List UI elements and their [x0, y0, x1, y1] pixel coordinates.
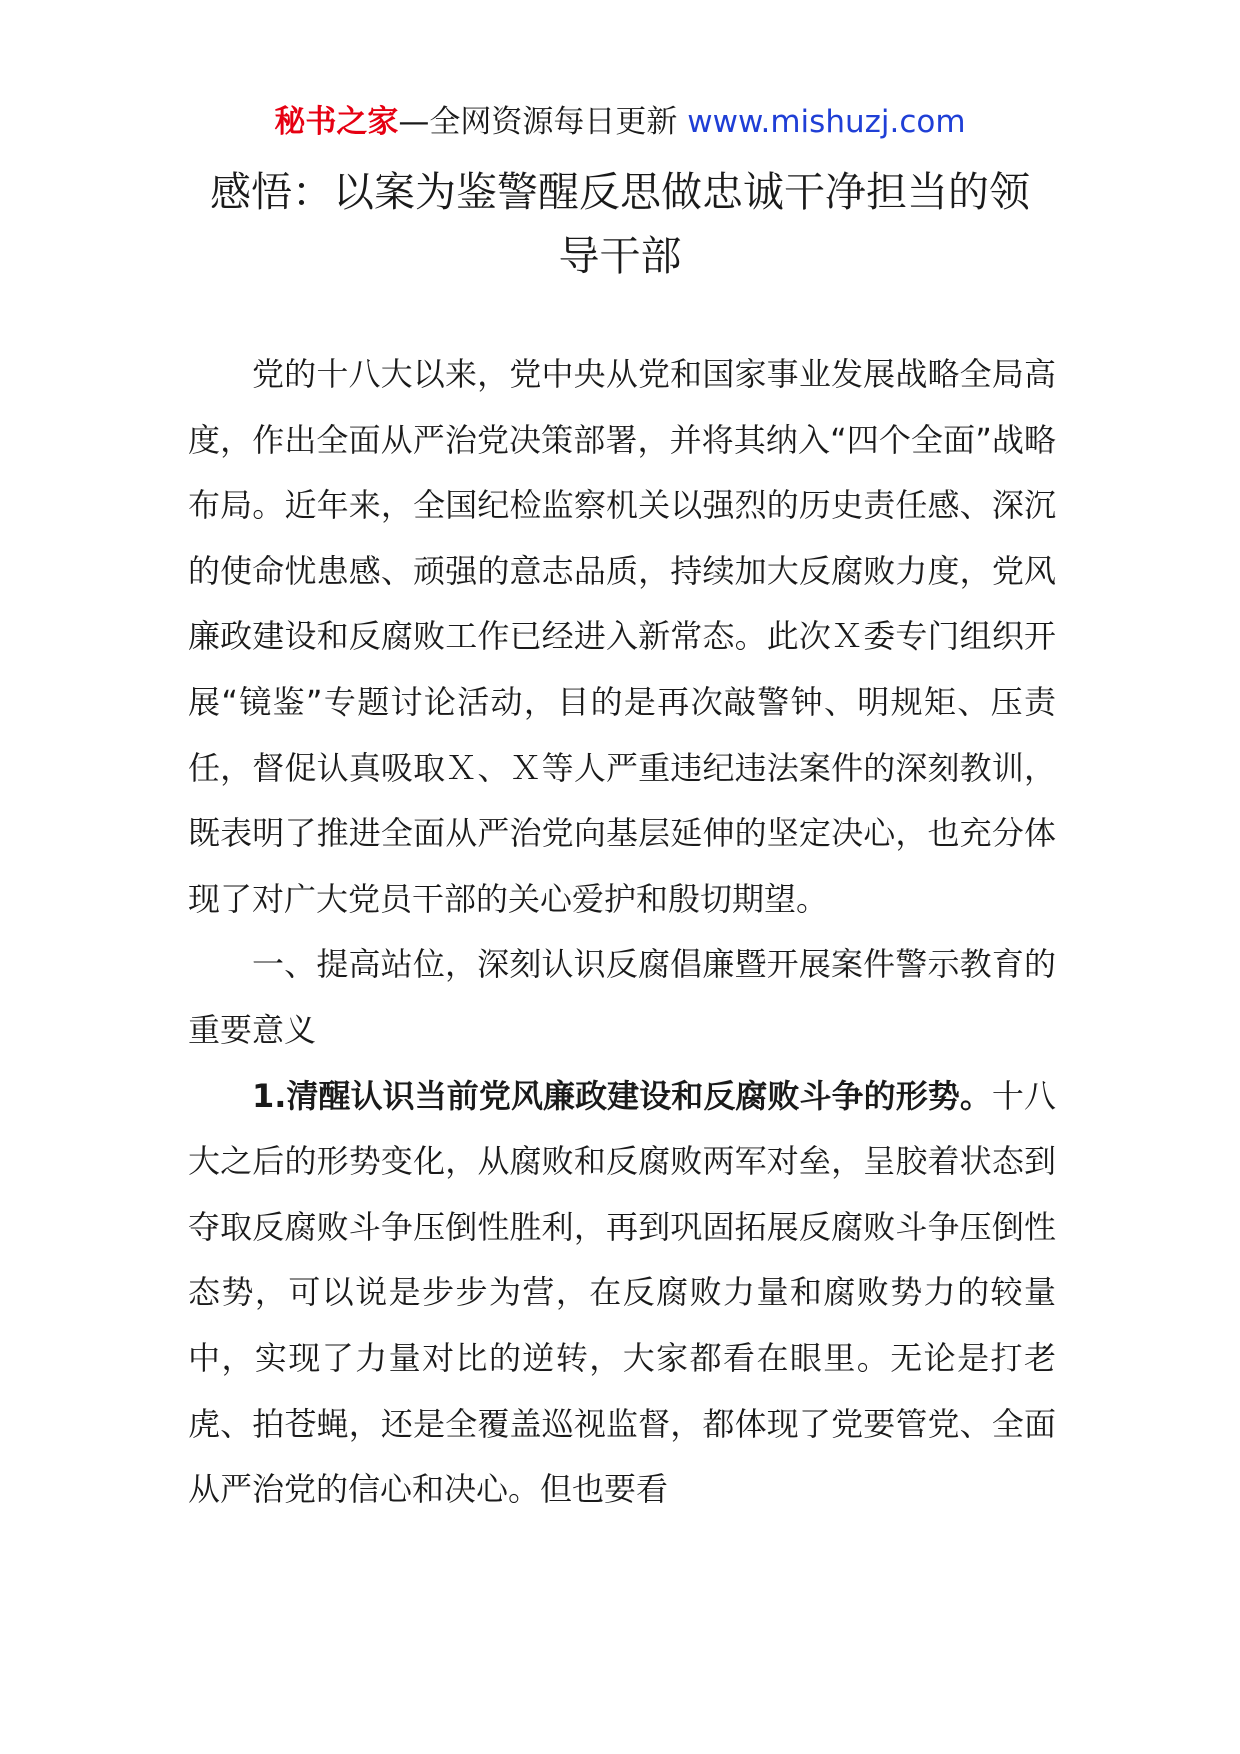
document-title: 感悟：以案为鉴警醒反思做忠诚干净担当的领导干部 [210, 168, 1030, 280]
intro-paragraph: 党的十八大以来，党中央从党和国家事业发展战略全局高度，作出全面从严治党决策部署，并将其纳入“四个全面”战略布局。近年来，全国纪检监察机关以强烈的历史责任感、深沉的使命忧患感、顽强的意志品质，持续加大反腐败力度，党风廉政建设和反腐败工作已经进入新常态。此次Ｘ委专门组织开展“镜鉴”专题讨论活动，目的是再次敲警钟、明规矩、压责任，督促认真吸取Ｘ、Ｘ等人严重违纪违法案件的深刻教训，既表明了推进全面从严治党向基层延伸的坚定决心，也充分体现了对广大党员干部的关心爱护和殷切期望。 [188, 355, 1056, 918]
page-header [0, 100, 1240, 144]
site-url-link[interactable]: www.mishuzj.com [687, 104, 966, 140]
point-1-text: 十八大之后的形势变化，从腐败和反腐败两军对垒，呈胶着状态到夺取反腐败斗争压倒性胜利，再到巩固拓展反腐败斗争压倒性态势，可以说是步步为营，在反腐败力量和腐败势力的较量中，实现了力量对比的逆转，大家都看在眼里。无论是打老虎、拍苍蝇，还是全覆盖巡视监督，都体现了党要管党、全面从严治党的信心和决心。但也要看 [188, 1076, 1056, 1509]
header-tagline: —全网资源每日更新 [398, 104, 688, 140]
brand-name: 秘书之家 [274, 104, 399, 140]
point-1-paragraph [188, 1064, 1056, 1523]
point-1-heading: 1.清醒认识当前党风廉政建设和反腐败斗争的形势。 [252, 1076, 992, 1115]
document-body [188, 342, 1056, 1523]
section-heading-1: 一、提高站位，深刻认识反腐倡廉暨开展案件警示教育的重要意义 [188, 945, 1056, 1049]
